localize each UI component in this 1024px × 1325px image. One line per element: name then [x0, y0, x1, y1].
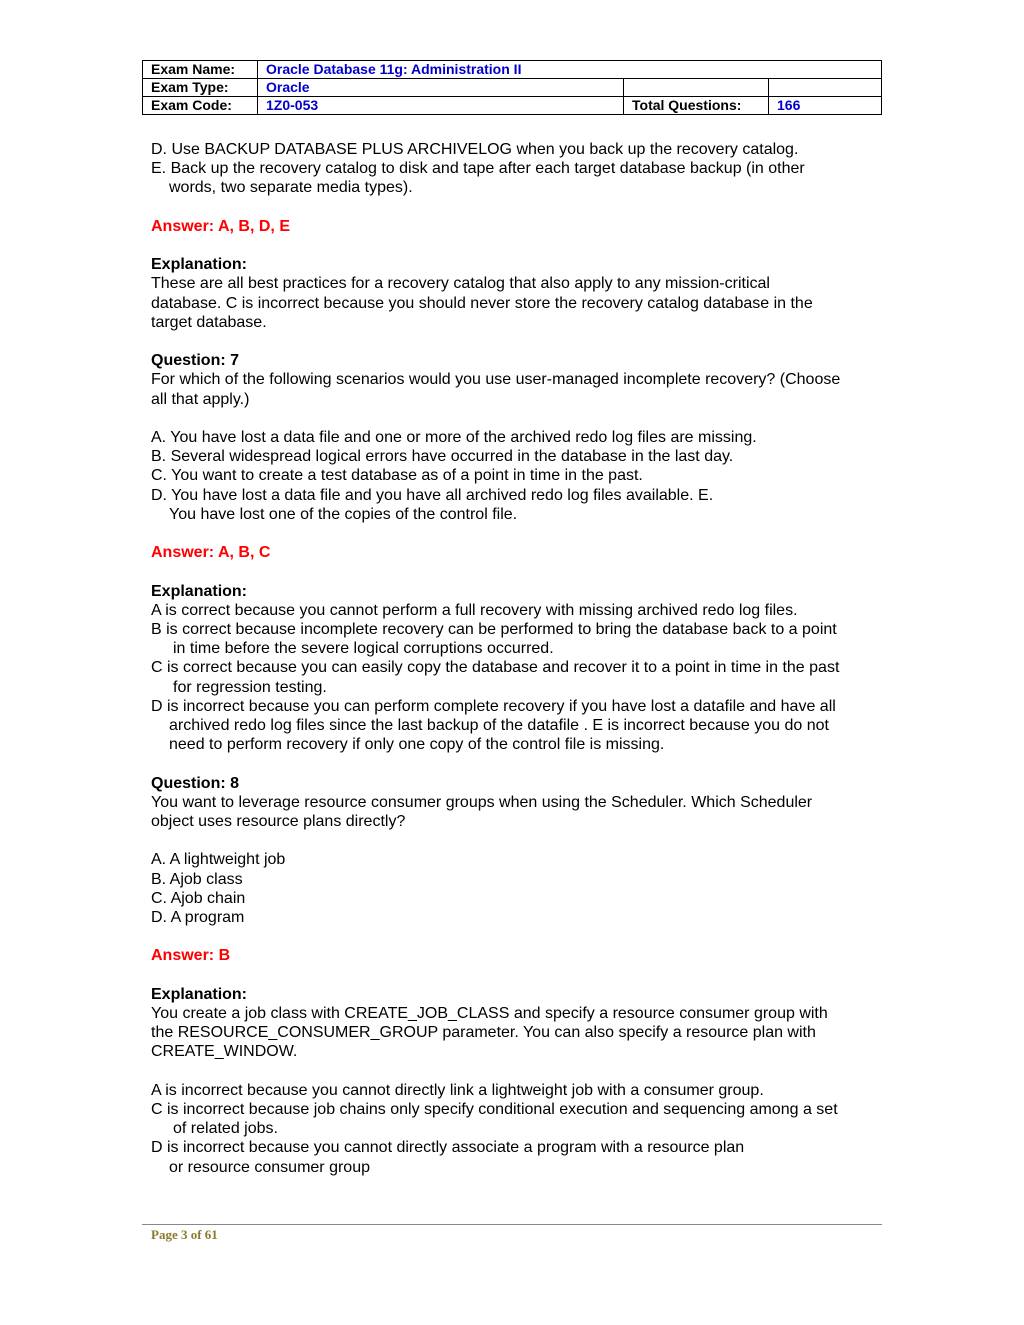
q7-option-e: You have lost one of the copies of the control file. — [169, 505, 518, 523]
exam-type-label: Exam Type: — [143, 79, 258, 97]
q8-option-d: D. A program — [151, 909, 245, 926]
exam-type-value: Oracle — [258, 79, 624, 97]
exam-name-row — [143, 61, 882, 79]
q7-exp-d-line2: archived redo log files since the last backup of the datafile . E is incorrect because you do not — [169, 717, 829, 734]
q6-explanation-line1: These are all best practices for a recovery catalog that also apply to any mission-critical — [151, 275, 770, 293]
q7-exp-d-line1: D is incorrect because you can perform complete recovery if you have lost a datafile and have all — [151, 697, 836, 715]
q7-exp-b-line1: B is correct because incomplete recovery can be performed to bring the database back to a point — [151, 620, 837, 638]
exam-code-value: 1Z0-053 — [258, 97, 624, 115]
q8-exp-a: A is incorrect because you cannot directly link a lightweight job with a consumer group. — [151, 1081, 764, 1099]
q7-text-line1: For which of the following scenarios would you use user-managed incomplete recovery? (Choose — [151, 371, 841, 389]
q8-text-line2: object uses resource plans directly? — [151, 813, 406, 830]
q6-explanation-line3: target database. — [151, 313, 267, 331]
q8-answer: Answer: B — [151, 947, 231, 965]
q6-option-d: D. Use BACKUP DATABASE PLUS ARCHIVELOG when you back up the recovery catalog. — [151, 141, 799, 158]
q8-exp-c-line2: of related jobs. — [173, 1120, 278, 1138]
q7-option-a: A. You have lost a data file and one or more of the archived redo log files are missing. — [151, 428, 757, 446]
q7-option-c: C. You want to create a test database as of a point in time in the past. — [151, 467, 643, 485]
q8-exp-line3: CREATE_WINDOW. — [151, 1043, 298, 1061]
page-number: Page 3 of 61 — [151, 1227, 218, 1242]
q8-exp-d-line2: or resource consumer group — [169, 1158, 370, 1176]
footer-divider — [142, 1224, 882, 1225]
q8-exp-line2: the RESOURCE_CONSUMER_GROUP parameter. You can also specify a resource plan with — [151, 1024, 816, 1042]
q8-option-c: C. Ajob chain — [151, 889, 246, 907]
q7-exp-d-line3: need to perform recovery if only one copy of the control file is missing. — [169, 736, 665, 754]
q7-exp-c-line1: C is correct because you can easily copy the database and recover it to a point in time in the past — [151, 659, 840, 677]
q6-explanation-line2: database. C is incorrect because you should never store the recovery catalog database in the — [151, 294, 813, 312]
q7-exp-c-line2: for regression testing. — [173, 678, 327, 696]
exam-name-value: Oracle Database 11g: Administration II — [258, 61, 882, 79]
exam-name-label: Exam Name: — [143, 61, 258, 79]
q8-title: Question: 8 — [151, 774, 240, 792]
q6-answer: Answer: A, B, D, E — [151, 217, 290, 235]
exam-code-label: Exam Code: — [143, 97, 258, 115]
total-questions-label: Total Questions: — [624, 97, 769, 115]
q7-answer: Answer: A, B, C — [151, 544, 271, 562]
q7-option-d: D. You have lost a data file and you have all archived redo log files available. E. — [151, 486, 714, 504]
q6-option-e-line2: words, two separate media types). — [169, 179, 413, 197]
q6-explanation-label: Explanation: — [151, 256, 248, 274]
q8-option-b: B. Ajob class — [151, 870, 243, 888]
q7-exp-a: A is correct because you cannot perform a full recovery with missing archived redo log files. — [151, 601, 798, 619]
total-questions-value: 166 — [769, 97, 882, 115]
page-content — [151, 140, 876, 1177]
q8-exp-c-line1: C is incorrect because job chains only specify conditional execution and sequencing among a set — [151, 1100, 838, 1118]
q6-option-e-line1: E. Back up the recovery catalog to disk and tape after each target database backup (in other — [151, 160, 805, 178]
q7-exp-b-line2: in time before the severe logical corruptions occurred. — [173, 640, 554, 658]
empty-cell — [624, 79, 769, 97]
q7-option-b: B. Several widespread logical errors have occurred in the database in the last day. — [151, 448, 734, 466]
exam-code-row — [143, 97, 882, 115]
q7-title: Question: 7 — [151, 352, 240, 370]
exam-type-row — [143, 79, 882, 97]
q7-explanation-label: Explanation: — [151, 582, 248, 600]
q8-option-a: A. A lightweight job — [151, 851, 286, 869]
empty-cell — [769, 79, 882, 97]
q7-text-line2: all that apply.) — [151, 390, 250, 408]
q8-explanation-label: Explanation: — [151, 985, 248, 1003]
q8-exp-line1: You create a job class with CREATE_JOB_CLASS and specify a resource consumer group with — [151, 1004, 828, 1022]
q8-text-line1: You want to leverage resource consumer groups when using the Scheduler. Which Scheduler — [151, 793, 813, 811]
exam-header-table — [142, 60, 882, 115]
q8-exp-d-line1: D is incorrect because you cannot directly associate a program with a resource plan — [151, 1139, 745, 1157]
